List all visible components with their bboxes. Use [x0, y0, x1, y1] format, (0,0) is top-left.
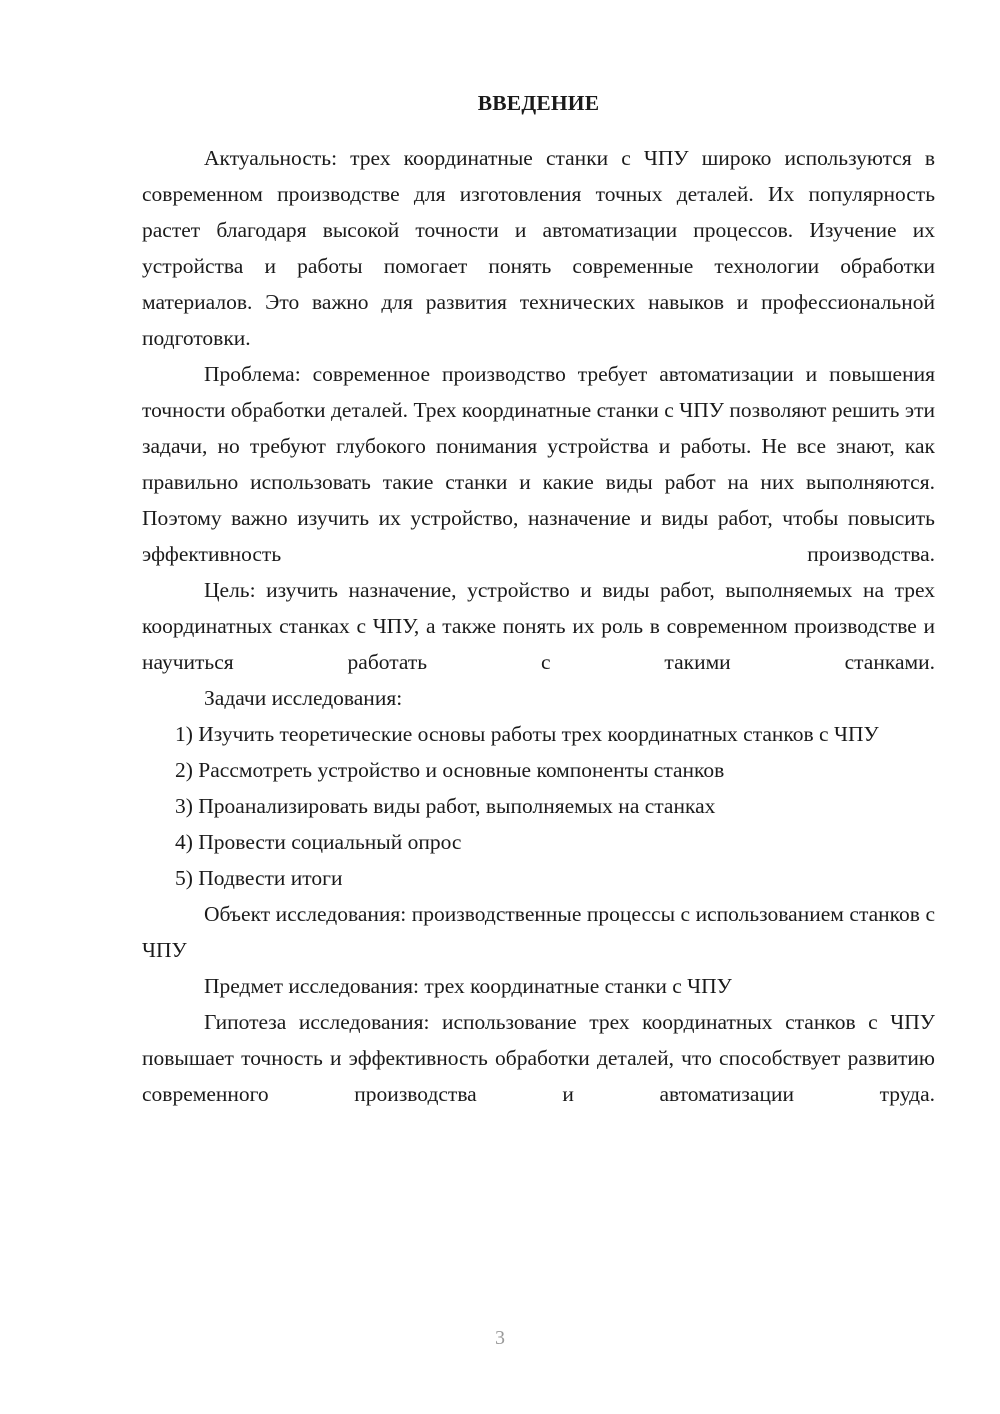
list-item: 2) Рассмотреть устройство и основные компоненты станков	[175, 758, 725, 782]
list-item: 5) Подвести итоги	[175, 866, 343, 890]
paragraph-relevance: Актуальность: трех координатные станки с ЧПУ широко используются в современном производстве для изготовления точных деталей. Их популярность растет благодаря высокой точности и автоматизации процессов. Изучение их устройства и работы помогает понять современные технологии обработки материалов. Это важно для развития технических навыков и профессиональной подготовки.	[142, 146, 935, 350]
paragraph-problem: Проблема: современное производство требует автоматизации и повышения точности обработки деталей. Трех координатные станки с ЧПУ позволяют решить эти задачи, но требуют глубокого понимания устройства и работы. Не все знают, как правильно использовать такие станки и какие виды работ на них выполняются. Поэтому важно изучить их устройство, назначение и виды работ, чтобы повысить эффективность производства.	[142, 362, 935, 566]
list-item: 3) Проанализировать виды работ, выполняемых на станках	[175, 794, 716, 818]
list-item: 4) Провести социальный опрос	[175, 830, 462, 854]
page-title: ВВЕДЕНИЕ	[477, 91, 600, 115]
paragraph-subject: Предмет исследования: трех координатные станки с ЧПУ	[204, 974, 732, 998]
tasks-heading: Задачи исследования:	[204, 686, 403, 710]
list-item: 1) Изучить теоретические основы работы трех координатных станков с ЧПУ	[175, 722, 879, 746]
paragraph-hypothesis: Гипотеза исследования: использование трех координатных станков с ЧПУ повышает точность и эффективность обработки деталей, что способствует развитию современного производства и автоматизации труда.	[142, 1010, 935, 1106]
page-number: 3	[495, 1327, 505, 1349]
paragraph-goal: Цель: изучить назначение, устройство и виды работ, выполняемых на трех координатных станках с ЧПУ, а также понять их роль в современном производстве и научиться работать с такими станками.	[142, 578, 935, 674]
paragraph-object: Объект исследования: производственные процессы с использованием станков с ЧПУ	[142, 902, 935, 962]
document-body	[142, 88, 935, 1112]
